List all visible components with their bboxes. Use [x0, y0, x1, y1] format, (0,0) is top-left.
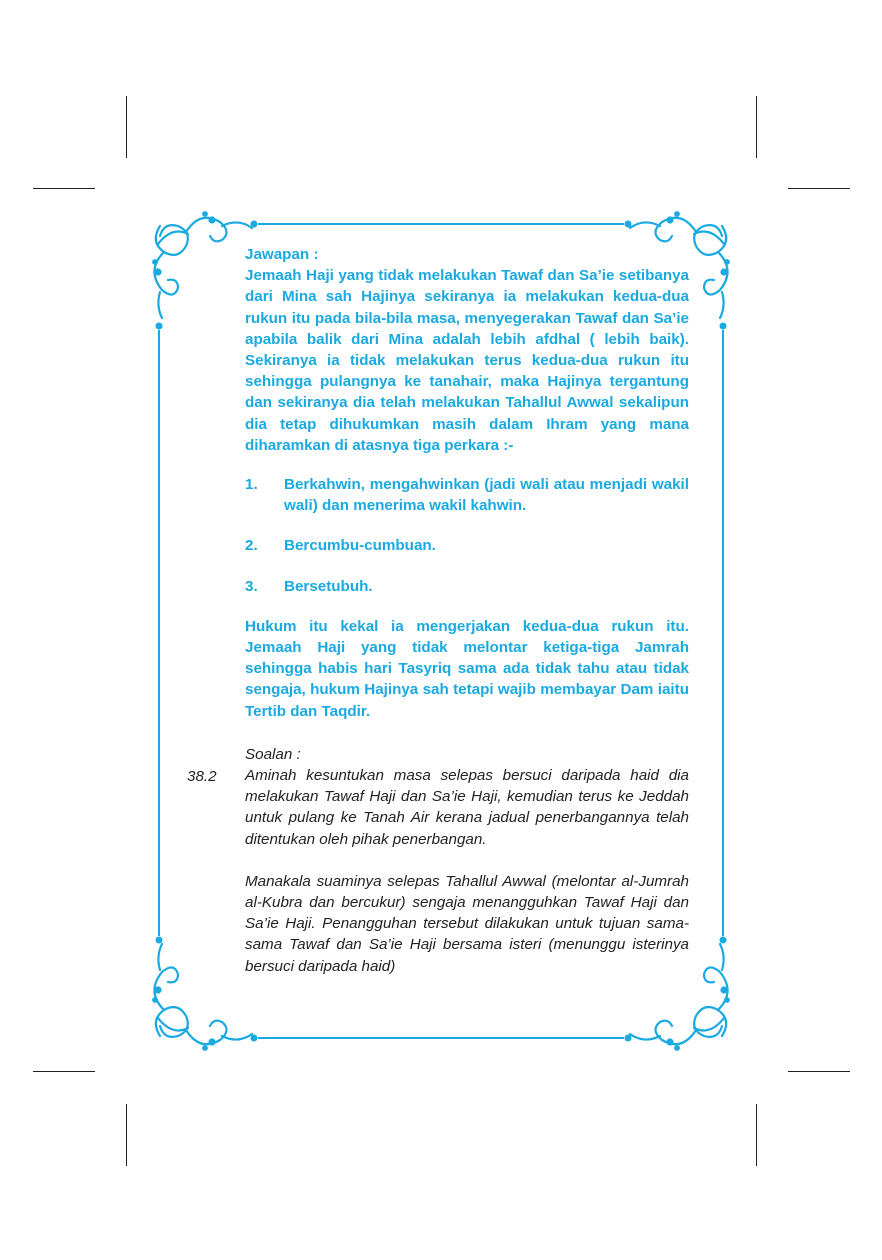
answer-heading: Jawapan : [245, 246, 319, 263]
list-item-number: 1. [245, 476, 258, 494]
question-paragraph-1: Aminah kesuntukan masa selepas bersuci daripada haid dia melakukan Tawaf Haji dan Sa’ie Haji, kemudian terus ke Jeddah untuk pulang ke Tanah Air kerana jadual penerbangannya telah ditentukan oleh pihak penerbangan. [245, 767, 689, 848]
question-heading: Soalan : [245, 745, 301, 763]
list-item-text: Berkahwin, mengahwinkan (jadi wali atau menjadi wakil wali) dan menerima wakil kahwin. [284, 476, 689, 515]
page-content [245, 244, 689, 977]
answer-paragraph-2: Hukum itu kekal ia mengerjakan kedua-dua rukun itu. Jemaah Haji yang tidak melontar ketiga-tiga Jamrah sehingga habis hari Tasyriq sama ada tidak tahu atau tidak sengaja, hukum Hajinya sah tetapi wajib membayar Dam iaitu Tertib dan Taqdir. [245, 617, 689, 720]
list-item [245, 576, 689, 597]
prohibition-list [245, 474, 689, 597]
list-item-text: Bersetubuh. [284, 577, 373, 595]
list-item-number: 2. [245, 537, 258, 555]
list-item-number: 3. [245, 577, 258, 595]
list-item [245, 474, 689, 516]
answer-paragraph-1: Jemaah Haji yang tidak melakukan Tawaf dan Sa’ie setibanya dari Mina sah Hajinya sekiranya ia melakukan kedua-dua rukun itu pada bila-bila masa, menyegerakan Tawaf dan Sa’ie apabila balik dari Mina adalah lebih afdhal ( lebih baik). Sekiranya ia tidak melakukan terus kedua-dua rukun itu sehingga pulangnya ke tanahair, maka Hajinya tergantung dan sekiranya dia telah melakukan Tahallul Awwal sekalipun dia tetap dihukumkan masih dalam Ihram yang mana diharamkan di atasnya tiga perkara :- [245, 267, 689, 454]
question-paragraph-2: Manakala suaminya selepas Tahallul Awwal (melontar al-Jumrah al-Kubra dan bercukur) sengaja menangguhkan Tawaf Haji dan Sa’ie Haji. Penangguhan tersebut dilakukan untuk tujuan sama-sama Tawaf dan Sa’ie Haji bersama isteri (menunggu isterinya bersuci daripada haid) [245, 872, 689, 975]
list-item [245, 535, 689, 556]
list-item-text: Bercumbu-cumbuan. [284, 537, 436, 555]
question-number: 38.2 [187, 768, 217, 785]
